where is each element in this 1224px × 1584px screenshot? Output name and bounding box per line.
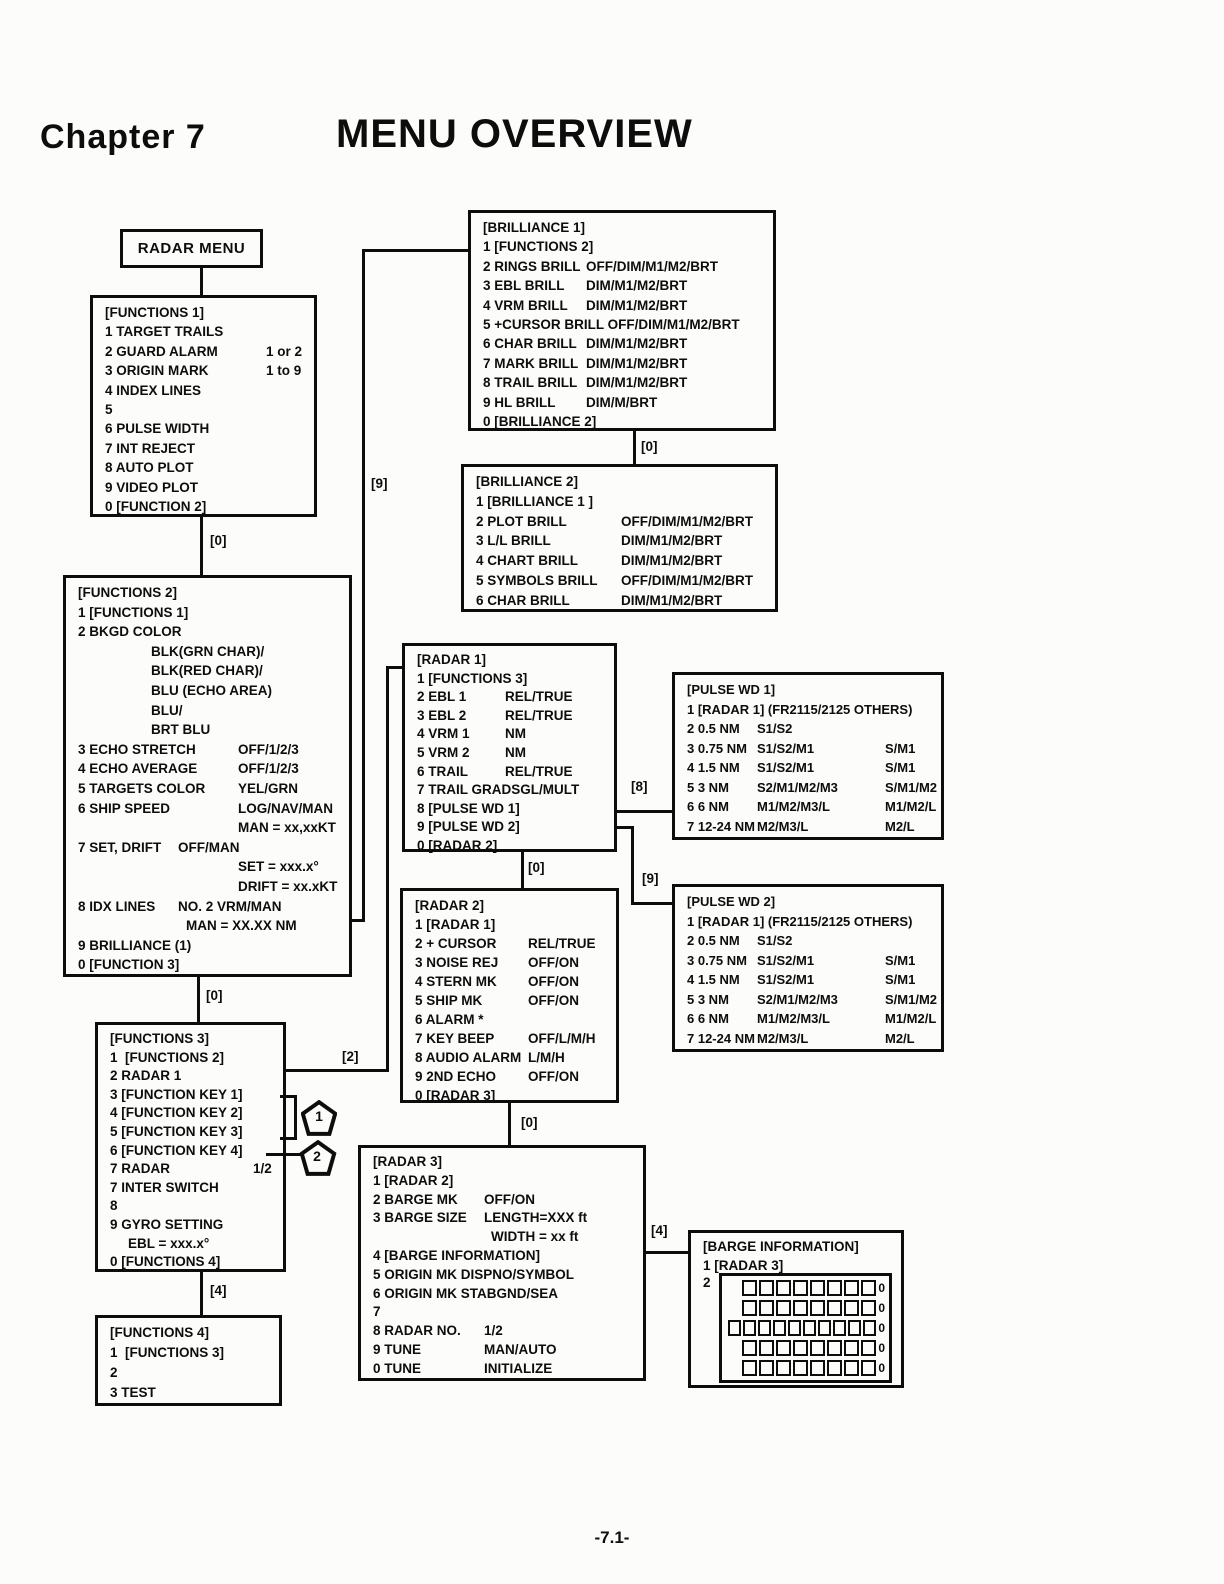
barge-cell xyxy=(759,1280,774,1296)
menu-item: 7 INT REJECT xyxy=(105,440,196,456)
barge-cell xyxy=(742,1300,757,1316)
menu-item: 8 RADAR NO. 1/2 xyxy=(373,1323,503,1339)
barge-cell xyxy=(810,1300,825,1316)
connector-line xyxy=(631,826,634,905)
bracket-line xyxy=(280,1095,297,1098)
menu-item: 2 xyxy=(110,1365,118,1380)
barge-row-suffix: 0 xyxy=(878,1341,885,1355)
menu-item: 9 [PULSE WD 2] xyxy=(417,819,520,835)
menu-item: 4 [BARGE INFORMATION] xyxy=(373,1247,540,1263)
barge-cell xyxy=(827,1360,842,1376)
menu-item: 7 RADAR 1/2 xyxy=(110,1161,272,1177)
menu-item: 4 VRM BRILL DIM/M1/M2/BRT xyxy=(483,297,688,313)
menu-item: 5 +CURSOR BRILL OFF/DIM/M1/M2/BRT xyxy=(483,316,740,332)
box-pulse-wd-2 xyxy=(672,884,944,1052)
box-title: [PULSE WD 1] xyxy=(687,682,776,697)
barge-cell xyxy=(861,1300,876,1316)
connector-line xyxy=(197,977,200,1022)
menu-item: 5 VRM 2 NM xyxy=(417,744,526,760)
menu-item: 9 BRILLIANCE (1) xyxy=(78,937,192,953)
barge-cell xyxy=(743,1320,756,1336)
connector-line xyxy=(200,517,203,575)
menu-item: 3 TEST xyxy=(110,1385,156,1400)
menu-item: 4 1.5 NM S1/S2/M1 S/M1 xyxy=(687,972,916,987)
barge-cell xyxy=(788,1320,801,1336)
barge-row-suffix: 0 xyxy=(878,1361,885,1375)
menu-item: 3 L/L BRILL DIM/M1/M2/BRT xyxy=(476,533,723,549)
menu-item: 9 2ND ECHO OFF/ON xyxy=(415,1069,579,1084)
menu-item: 0 [BRILLIANCE 2] xyxy=(483,413,597,429)
barge-cell xyxy=(848,1320,861,1336)
menu-item: 1 [FUNCTIONS 2] xyxy=(483,239,594,255)
barge-row-suffix: 0 xyxy=(878,1281,885,1295)
menu-item: 8 IDX LINES NO. 2 VRM/MAN xyxy=(78,898,282,914)
box-title: [RADAR 1] xyxy=(417,652,486,667)
connector-line xyxy=(350,919,365,922)
connector-line xyxy=(200,268,203,295)
barge-row-suffix: 0 xyxy=(878,1301,885,1315)
barge-cell xyxy=(793,1360,808,1376)
menu-item: 6 CHAR BRILL DIM/M1/M2/BRT xyxy=(476,592,723,608)
menu-item: MAN = XX.XX NM xyxy=(186,918,297,934)
menu-item: 2 GUARD ALARM 1 or 2 xyxy=(105,343,303,359)
menu-item: BLU (ECHO AREA) xyxy=(151,682,272,698)
menu-item: BRT BLU xyxy=(151,722,211,738)
connector-line xyxy=(508,1103,511,1145)
menu-item: 7 MARK BRILL DIM/M1/M2/BRT xyxy=(483,355,688,371)
menu-item: 0 [FUNCTIONS 4] xyxy=(110,1254,221,1270)
menu-item: MAN = xx,xxKT xyxy=(238,820,336,836)
barge-grid-row xyxy=(726,1338,885,1358)
bracket-line xyxy=(266,1153,302,1156)
barge-cell xyxy=(861,1360,876,1376)
connector-line xyxy=(200,1272,203,1315)
box-functions-1 xyxy=(90,295,317,517)
barge-cell xyxy=(759,1300,774,1316)
menu-item: 4 ECHO AVERAGE OFF/1/2/3 xyxy=(78,761,299,777)
barge-cell xyxy=(861,1340,876,1356)
barge-cell xyxy=(776,1340,791,1356)
box-title: [FUNCTIONS 3] xyxy=(110,1031,209,1046)
menu-item: 8 AUTO PLOT xyxy=(105,460,194,476)
barge-cell xyxy=(728,1320,741,1336)
menu-item: 6 CHAR BRILL DIM/M1/M2/BRT xyxy=(483,336,688,352)
box-title: [FUNCTIONS 1] xyxy=(105,305,204,320)
menu-item: 4 CHART BRILL DIM/M1/M2/BRT xyxy=(476,553,723,569)
menu-item: 2 RADAR 1 xyxy=(110,1068,182,1084)
menu-item: DRIFT = xx.xKT xyxy=(238,878,338,894)
menu-item: 7 INTER SWITCH xyxy=(110,1179,219,1195)
menu-item: WIDTH = xx ft xyxy=(491,1229,579,1245)
box-title: [BARGE INFORMATION] xyxy=(703,1239,859,1254)
connector-label: [0] xyxy=(641,439,658,454)
menu-item: 2 + CURSOR REL/TRUE xyxy=(415,936,596,951)
menu-item: 4 VRM 1 NM xyxy=(417,726,526,742)
barge-grid-row xyxy=(726,1318,885,1338)
box-title: [RADAR 3] xyxy=(373,1154,442,1169)
barge-item-2-number: 2 xyxy=(703,1275,711,1290)
barge-cell xyxy=(827,1340,842,1356)
menu-item: 7 xyxy=(373,1304,381,1320)
box-radar-menu xyxy=(120,229,263,268)
menu-item: 2 BARGE MK OFF/ON xyxy=(373,1191,535,1207)
box-radar-2 xyxy=(400,888,619,1103)
menu-item: 2 EBL 1 REL/TRUE xyxy=(417,689,573,705)
barge-cell xyxy=(810,1360,825,1376)
menu-item: 6 6 NM M1/M2/M3/L M1/M2/L xyxy=(687,799,937,814)
box-title: [BRILLIANCE 2] xyxy=(476,474,578,489)
connector-line xyxy=(362,249,365,922)
menu-item: 1 [RADAR 1] (FR2115/2125 OTHERS) xyxy=(687,913,913,929)
menu-item: 3 [FUNCTION KEY 1] xyxy=(110,1086,243,1102)
page-title: MENU OVERVIEW xyxy=(336,112,693,156)
menu-item: 3 ORIGIN MARK 1 to 9 xyxy=(105,363,302,379)
menu-item: 2 0.5 NM S1/S2 xyxy=(687,933,793,948)
connector-label: [4] xyxy=(210,1283,227,1298)
menu-item: 6 ALARM * xyxy=(415,1012,484,1027)
barge-cell xyxy=(863,1320,876,1336)
menu-item: 9 HL BRILL DIM/M/BRT xyxy=(483,394,658,410)
connector-label: [9] xyxy=(642,871,659,886)
menu-item: 9 TUNE MAN/AUTO xyxy=(373,1341,557,1357)
barge-cell xyxy=(833,1320,846,1336)
box-radar-3 xyxy=(358,1145,646,1381)
connector-line xyxy=(633,431,636,464)
connector-line xyxy=(386,666,389,1072)
box-barge-information xyxy=(688,1230,904,1388)
menu-item: 2 BKGD COLOR xyxy=(78,624,182,640)
connector-label: [9] xyxy=(371,476,388,491)
connector-line xyxy=(631,902,672,905)
menu-item: 5 SHIP MK OFF/ON xyxy=(415,993,579,1008)
barge-cell xyxy=(776,1280,791,1296)
connector-label: [8] xyxy=(631,779,648,794)
menu-item: 6 ORIGIN MK STABGND/SEA xyxy=(373,1285,559,1301)
menu-item: 3 NOISE REJ OFF/ON xyxy=(415,955,579,970)
radar-menu-label: RADAR MENU xyxy=(137,240,246,257)
box-functions-4 xyxy=(95,1315,282,1406)
chapter-heading: Chapter 7 xyxy=(40,118,206,156)
barge-row-suffix: 0 xyxy=(878,1321,885,1335)
menu-item: 3 EBL 2 REL/TRUE xyxy=(417,707,573,723)
menu-item: 1 [RADAR 2] xyxy=(373,1172,454,1188)
box-brilliance-1 xyxy=(468,210,776,431)
barge-shape-grid xyxy=(719,1273,892,1383)
barge-cell xyxy=(810,1340,825,1356)
connector-line xyxy=(521,852,524,888)
menu-item: 1 [FUNCTIONS 3] xyxy=(110,1345,225,1360)
box-title: [FUNCTIONS 2] xyxy=(78,585,177,600)
barge-cell xyxy=(759,1360,774,1376)
menu-item: 3 BARGE SIZE LENGTH=XXX ft xyxy=(373,1210,588,1226)
badge-number: 1 xyxy=(315,1108,323,1124)
barge-cell xyxy=(803,1320,816,1336)
menu-item: 1 [RADAR 1] (FR2115/2125 OTHERS) xyxy=(687,701,913,717)
menu-item: 7 TRAIL GRADSGL/MULT xyxy=(417,782,580,798)
menu-item: 6 SHIP SPEED LOG/NAV/MAN xyxy=(78,800,333,816)
menu-item: 4 1.5 NM S1/S2/M1 S/M1 xyxy=(687,760,916,775)
menu-item: 7 12-24 NM M2/M3/L M2/L xyxy=(687,1030,915,1046)
barge-cell xyxy=(793,1280,808,1296)
menu-item: 3 0.75 NM S1/S2/M1 S/M1 xyxy=(687,740,916,756)
menu-item: 0 [FUNCTION 2] xyxy=(105,498,207,514)
menu-item: 1 [FUNCTIONS 2] xyxy=(110,1049,225,1065)
menu-item: 4 [FUNCTION KEY 2] xyxy=(110,1105,243,1121)
menu-item: 7 KEY BEEP OFF/L/M/H xyxy=(415,1031,596,1046)
menu-item: EBL = xxx.x° xyxy=(128,1235,210,1251)
menu-item: 9 VIDEO PLOT xyxy=(105,479,199,495)
barge-cell xyxy=(773,1320,786,1336)
menu-item: 6 6 NM M1/M2/M3/L M1/M2/L xyxy=(687,1011,937,1026)
menu-item: 2 PLOT BRILL OFF/DIM/M1/M2/BRT xyxy=(476,513,753,529)
menu-item: 5 xyxy=(105,401,113,417)
menu-item: 5 [FUNCTION KEY 3] xyxy=(110,1123,243,1139)
barge-cell xyxy=(818,1320,831,1336)
connector-line xyxy=(617,810,672,813)
barge-cell xyxy=(759,1340,774,1356)
barge-cell xyxy=(742,1360,757,1376)
menu-item: 5 3 NM S2/M1/M2/M3 S/M1/M2 xyxy=(687,991,938,1007)
menu-item: 9 GYRO SETTING xyxy=(110,1216,224,1232)
function-key-badge-2 xyxy=(299,1140,335,1176)
barge-cell xyxy=(776,1360,791,1376)
box-title: [PULSE WD 2] xyxy=(687,894,776,909)
box-functions-2 xyxy=(63,575,352,977)
barge-cell xyxy=(758,1320,771,1336)
barge-grid-row xyxy=(726,1358,885,1378)
menu-item: 5 ORIGIN MK DISPNO/SYMBOL xyxy=(373,1266,575,1282)
connector-line xyxy=(644,1251,688,1254)
menu-item: 1 TARGET TRAILS xyxy=(105,324,224,340)
barge-grid-row xyxy=(726,1278,885,1298)
menu-item: BLU/ xyxy=(151,702,183,718)
box-pulse-wd-1 xyxy=(672,672,944,840)
barge-cell xyxy=(844,1300,859,1316)
barge-cell xyxy=(827,1300,842,1316)
connector-line xyxy=(386,666,402,669)
menu-item: 8 [PULSE WD 1] xyxy=(417,800,520,816)
menu-item: 5 SYMBOLS BRILL OFF/DIM/M1/M2/BRT xyxy=(476,572,753,588)
barge-cell xyxy=(793,1340,808,1356)
menu-item: SET = xxx.x° xyxy=(238,859,319,875)
menu-item: 4 INDEX LINES xyxy=(105,382,202,398)
menu-item: BLK(RED CHAR)/ xyxy=(151,663,263,679)
barge-cell xyxy=(742,1340,757,1356)
menu-item: 1 [RADAR 3] xyxy=(703,1258,784,1273)
barge-cell xyxy=(810,1280,825,1296)
connector-label: [4] xyxy=(651,1223,668,1238)
menu-item: 1 [RADAR 1] xyxy=(415,917,496,932)
box-title: [RADAR 2] xyxy=(415,898,484,913)
menu-item: 3 0.75 NM S1/S2/M1 S/M1 xyxy=(687,952,916,968)
connector-label: [0] xyxy=(210,533,227,548)
menu-item: BLK(GRN CHAR)/ xyxy=(151,643,265,659)
menu-item: 5 3 NM S2/M1/M2/M3 S/M1/M2 xyxy=(687,779,938,795)
connector-label: [0] xyxy=(206,988,223,1003)
menu-item: 3 EBL BRILL DIM/M1/M2/BRT xyxy=(483,278,688,294)
menu-item: 0 TUNE INITIALIZE xyxy=(373,1360,553,1376)
menu-item: 2 RINGS BRILL OFF/DIM/M1/M2/BRT xyxy=(483,258,718,274)
box-title: [FUNCTIONS 4] xyxy=(110,1325,209,1340)
menu-item: 2 0.5 NM S1/S2 xyxy=(687,721,793,736)
connector-line xyxy=(286,1069,389,1072)
menu-item: 4 STERN MK OFF/ON xyxy=(415,974,579,989)
menu-item: 0 [RADAR 3] xyxy=(415,1088,496,1103)
connector-label: [2] xyxy=(342,1049,359,1064)
menu-item: 7 SET, DRIFT OFF/MAN xyxy=(78,839,240,855)
box-title: [BRILLIANCE 1] xyxy=(483,220,585,235)
barge-cell xyxy=(844,1340,859,1356)
menu-item: 6 PULSE WIDTH xyxy=(105,421,210,437)
box-brilliance-2 xyxy=(461,464,778,612)
barge-cell xyxy=(827,1280,842,1296)
menu-item: 8 TRAIL BRILL DIM/M1/M2/BRT xyxy=(483,375,688,391)
function-key-badge-1 xyxy=(301,1100,337,1136)
bracket-line xyxy=(280,1137,297,1140)
bracket-line xyxy=(294,1095,297,1140)
connector-label: [0] xyxy=(528,860,545,875)
barge-grid-row xyxy=(726,1298,885,1318)
barge-cell xyxy=(793,1300,808,1316)
barge-cell xyxy=(776,1300,791,1316)
menu-item: 6 TRAIL REL/TRUE xyxy=(417,763,573,779)
menu-item: 3 ECHO STRETCH OFF/1/2/3 xyxy=(78,741,299,757)
menu-item: 8 AUDIO ALARM L/M/H xyxy=(415,1050,565,1065)
barge-cell xyxy=(844,1360,859,1376)
barge-cell xyxy=(844,1280,859,1296)
box-radar-1 xyxy=(402,643,617,852)
box-functions-3 xyxy=(95,1022,286,1272)
barge-cell xyxy=(742,1280,757,1296)
menu-item: 5 TARGETS COLOR YEL/GRN xyxy=(78,780,299,796)
menu-item: 1 [FUNCTIONS 3] xyxy=(417,670,528,686)
barge-cell xyxy=(861,1280,876,1296)
menu-item: 6 [FUNCTION KEY 4] xyxy=(110,1142,243,1158)
menu-item: 8 xyxy=(110,1198,118,1214)
connector-label: [0] xyxy=(521,1115,538,1130)
menu-item: 1 [BRILLIANCE 1 ] xyxy=(476,493,594,509)
menu-item: 1 [FUNCTIONS 1] xyxy=(78,604,189,620)
badge-number: 2 xyxy=(313,1148,321,1164)
connector-line xyxy=(362,249,468,252)
menu-item: 7 12-24 NM M2/M3/L M2/L xyxy=(687,818,915,834)
menu-item: 0 [RADAR 2] xyxy=(417,837,498,853)
page-number: -7.1- xyxy=(594,1528,630,1547)
menu-item: 0 [FUNCTION 3] xyxy=(78,957,180,973)
